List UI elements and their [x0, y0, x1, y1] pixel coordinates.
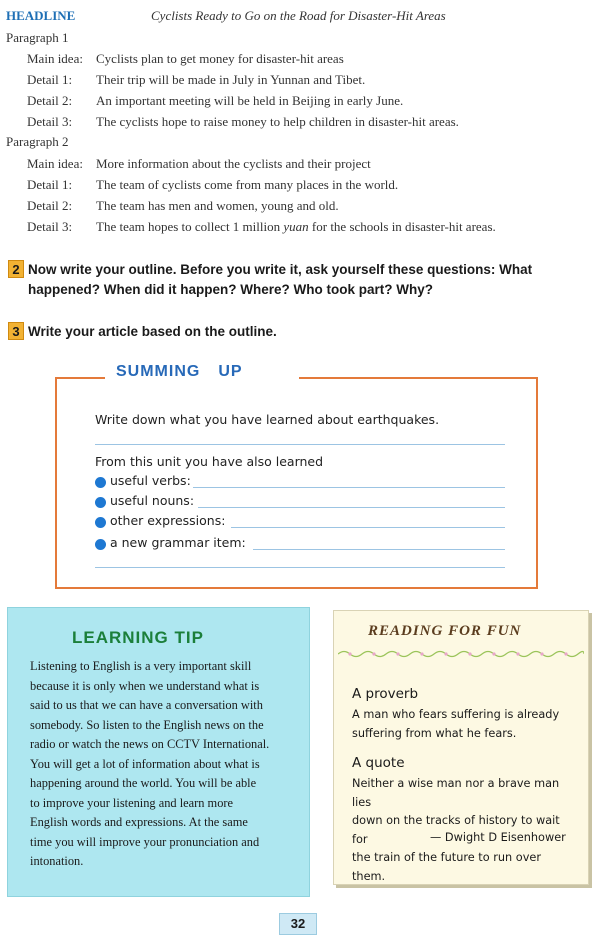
- row-text: More information about the cyclists and their project: [96, 156, 371, 171]
- tip-line: You will get a lot of information about what is: [30, 756, 260, 771]
- learning-tip-title: LEARNING TIP: [72, 628, 204, 647]
- paragraph-1-label: Paragraph 1: [6, 30, 69, 45]
- tip-line: English words and expressions. At the same: [30, 815, 248, 829]
- task-number-badge: 2: [8, 260, 24, 278]
- quote-line: down on the tracks of history to wait for: [352, 814, 560, 846]
- tip-line: because it is only when we understand what is: [30, 678, 260, 693]
- writing-line[interactable]: [253, 549, 505, 550]
- row-label: Detail 3:: [27, 219, 73, 234]
- reading-for-fun-title: READING FOR FUN: [368, 623, 522, 639]
- proverb-text: [352, 706, 577, 743]
- bullet-icon: [95, 539, 106, 550]
- row-text: The team of cyclists come from many places in the world.: [96, 177, 399, 192]
- row-text-before: The team hopes to collect 1 million: [96, 219, 284, 234]
- writing-line[interactable]: [95, 444, 505, 445]
- proverb-line: A man who fears suffering is already: [352, 708, 560, 721]
- summing-item-label: useful nouns:: [110, 493, 195, 508]
- proverb-heading: A proverb: [352, 686, 419, 702]
- row-text-after: for the schools in disaster-hit areas.: [308, 219, 496, 234]
- tip-line: said to us that we can have a conversation with: [30, 698, 263, 712]
- tip-line: Listening to English is a very important skill: [30, 659, 252, 673]
- tip-line: intonation.: [30, 854, 84, 868]
- task-text: Now write your outline. Before you write it, ask yourself these questions: What happened? When did it happen? Where? Who took part? Why?: [28, 262, 533, 297]
- tip-line: happening around the world. You will be able: [30, 776, 257, 790]
- tip-line: time you will improve your pronunciation and: [30, 834, 260, 849]
- quote-author: — Dwight D Eisenhower: [430, 831, 566, 844]
- row-text-italic: yuan: [283, 219, 309, 234]
- summing-item-label: a new grammar item:: [110, 535, 246, 550]
- tip-line: to improve your listening and learn more: [30, 795, 234, 810]
- row-text: Cyclists plan to get money for disaster-hit areas: [96, 51, 344, 66]
- page-number: 32: [279, 913, 317, 935]
- row-label: Detail 3:: [27, 114, 73, 129]
- summing-up-title: [116, 363, 243, 381]
- summing-title-part: UP: [218, 363, 243, 380]
- quote-line: the train of the future to run over them.: [352, 851, 541, 883]
- bullet-icon: [95, 517, 106, 528]
- headline-label: HEADLINE: [6, 8, 76, 23]
- task-2: [8, 260, 593, 300]
- summing-up-top-border: [55, 377, 105, 379]
- quote-heading: A quote: [352, 755, 405, 771]
- writing-line[interactable]: [95, 567, 505, 568]
- bullet-icon: [95, 477, 106, 488]
- summing-item-label: other expressions:: [110, 513, 226, 528]
- headline-title: Cyclists Ready to Go on the Road for Disaster-Hit Areas: [151, 8, 446, 23]
- tip-line: somebody. So listen to the English news on the: [30, 717, 264, 732]
- summing-item-label: useful verbs:: [110, 473, 191, 488]
- row-text: The cyclists hope to raise money to help children in disaster-hit areas.: [96, 114, 459, 129]
- learning-tip-text: [30, 657, 285, 872]
- summing-up-top-border: [299, 377, 538, 379]
- task-number-badge: 3: [8, 322, 24, 340]
- summing-up-intro: From this unit you have also learned: [95, 454, 324, 469]
- writing-line[interactable]: [193, 487, 505, 488]
- row-text: Their trip will be made in July in Yunnan and Tibet.: [96, 72, 366, 87]
- quote-line: Neither a wise man nor a brave man lies: [352, 777, 560, 809]
- row-label: Detail 1:: [27, 72, 73, 87]
- row-label: Main idea:: [27, 156, 83, 171]
- row-label: Detail 2:: [27, 93, 73, 108]
- row-text: The team has men and women, young and old.: [96, 198, 339, 213]
- row-label: Main idea:: [27, 51, 83, 66]
- decorative-border-icon: [338, 649, 584, 659]
- task-3: [8, 322, 593, 342]
- writing-line[interactable]: [231, 527, 505, 528]
- proverb-line: suffering from what he fears.: [352, 726, 517, 740]
- row-label: Detail 2:: [27, 198, 73, 213]
- headline-row: [6, 8, 591, 26]
- row-text: [96, 219, 496, 235]
- paragraph-2-label: Paragraph 2: [6, 134, 69, 149]
- writing-line[interactable]: [198, 507, 505, 508]
- tip-line: radio or watch the news on CCTV International.: [30, 737, 270, 751]
- row-label: Detail 1:: [27, 177, 73, 192]
- summing-title-part: SUMMING: [116, 363, 201, 380]
- row-text: An important meeting will be held in Beijing in early June.: [96, 93, 404, 108]
- bullet-icon: [95, 497, 106, 508]
- task-text: Write your article based on the outline.: [28, 324, 277, 339]
- summing-up-prompt: Write down what you have learned about earthquakes.: [95, 412, 440, 427]
